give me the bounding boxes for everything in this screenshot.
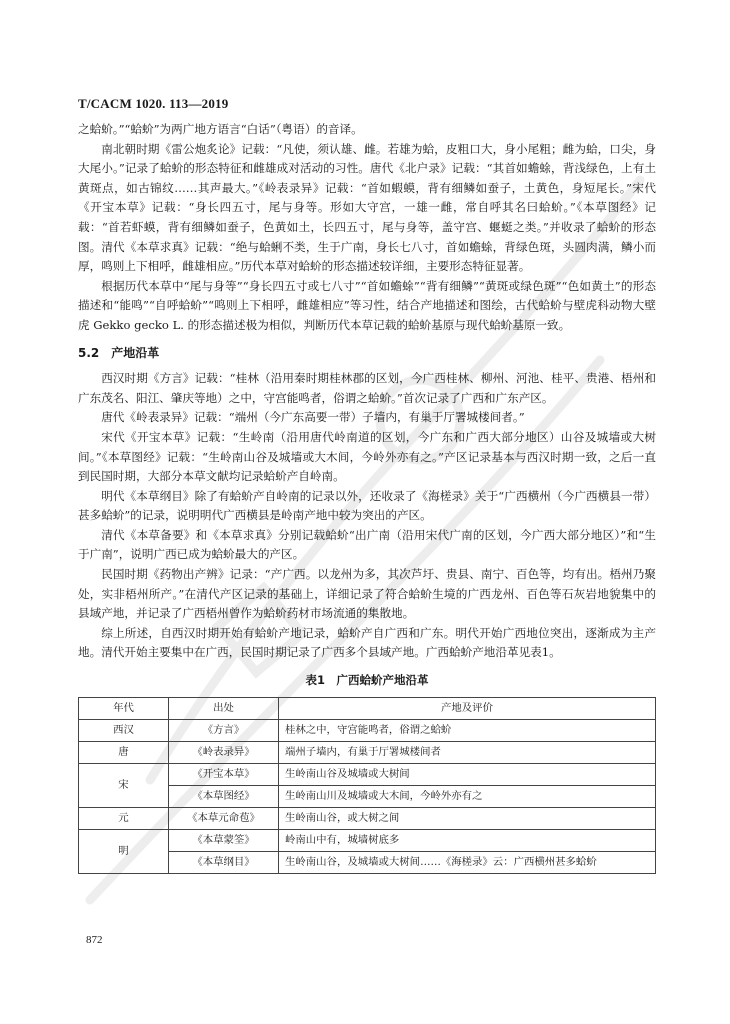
source-cell: 《方言》 bbox=[169, 719, 279, 741]
desc-cell: 生岭南山谷，及城墙或大树间……《海槎录》云：广西横州甚多蛤蚧 bbox=[279, 851, 656, 873]
era-cell: 西汉 bbox=[79, 719, 169, 741]
era-cell: 元 bbox=[79, 807, 169, 829]
paragraph: 清代《本草备要》和《本草求真》分别记载蛤蚧“出广南（沿用宋代广南的区划，今广西大部分地区）”和“生于广南”，说明广西已成为蛤蚧最大的产区。 bbox=[78, 527, 656, 562]
table-caption: 表1 广西蛤蚧产地沿革 bbox=[305, 673, 429, 688]
source-cell: 《本草图经》 bbox=[169, 785, 279, 807]
desc-cell: 生岭南山谷及城墙或大树间 bbox=[279, 763, 656, 785]
paragraph: 宋代《开宝本草》记载：“生岭南（沿用唐代岭南道的区划，今广东和广西大部分地区）山谷及城墙或大树间。”《本草图经》记载：“生岭南山谷及城墙或大木间，今岭外亦有之。”产区记录基本与西汉时期一致，之后一直到民国时期，大部分本草文献均记录蛤蚧产自岭南。 bbox=[78, 429, 656, 484]
paragraph: 唐代《岭表录异》记载：“端州（今广东高要一带）子墙内，有巢于厅署城楼间者。” bbox=[101, 410, 525, 425]
desc-cell: 桂林之中，守宫能鸣者，俗谓之蛤蚧 bbox=[279, 719, 656, 741]
origin-table bbox=[78, 697, 656, 874]
era-cell: 明 bbox=[79, 829, 169, 873]
section-heading: 5.2 产地沿革 bbox=[78, 345, 160, 360]
page-number: 872 bbox=[86, 934, 103, 946]
paragraph: 西汉时期《方言》记载：“桂林（沿用秦时期桂林郡的区划，今广西桂林、柳州、河池、桂平、贵港、梧州和广东茂名、阳江、肇庆等地）之中，守宫能鸣者，俗谓之蛤蚧。”首次记录了广西和广东产区。 bbox=[78, 371, 656, 405]
paragraph: 民国时期《药物出产辨》记录：“产广西。以龙州为多，其次芦圩、贵县、南宁、百色等，均有出。梧州乃聚处，实非梧州所产。”在清代产区记录的基础上，详细记录了符合蛤蚧生境的广西龙州、百色等石灰岩地貌集中的县域产地，并记录了广西梧州曾作为蛤蚧药材市场流通的集散地。 bbox=[78, 567, 656, 621]
table-header-row bbox=[79, 697, 656, 719]
source-cell: 《本草纲目》 bbox=[169, 851, 279, 873]
source-cell: 《开宝本草》 bbox=[169, 763, 279, 785]
era-cell: 宋 bbox=[79, 763, 169, 807]
desc-cell: 端州子墙内，有巢于厅署城楼间者 bbox=[279, 741, 656, 763]
desc-cell: 生岭南山川及城墙或大木间，今岭外亦有之 bbox=[279, 785, 656, 807]
source-cell: 《本草蒙筌》 bbox=[169, 829, 279, 851]
table-row bbox=[79, 719, 656, 741]
table-row bbox=[79, 829, 656, 851]
table-row bbox=[79, 763, 656, 785]
header-era: 年代 bbox=[79, 697, 169, 719]
paragraph: 南北朝时期《雷公炮炙论》记载：“凡使，须认雄、雌。若雄为蛤，皮粗口大，身小尾粗；雌为蛤，口尖，身大尾小。”记录了蛤蚧的形态特征和雌雄成对活动的习性。唐代《北户录》记载：“其首如蟾蜍，背浅绿色，上有土黄斑点，如古锦纹……其声最大。”《岭表录异》记载：“首如蝦蟆，背有细鳞如蚕子，土黄色，身短尾长。”宋代《开宝本草》记载：“身长四五寸，尾与身等。形如大守宫，一雄一雌，常自呼其名曰蛤蚧。”《本草图经》记载：“首若虾蟆，背有细鳞如蚕子，色黄如土，长四五寸，尾与身等，盖守宫、蝘蜓之类。”并收录了蛤蚧的形态图。清代《本草求真》记载：“绝与蛤蜊不类，生于广南，身长七八寸，首如蟾蜍，背绿色斑，头圆肉满，鳞小而厚，鸣则上下相呼，雌雄相应。”历代本草对蛤蚧的形态描述较详细，主要形态特征显著。 bbox=[78, 141, 656, 274]
era-cell: 唐 bbox=[79, 741, 169, 763]
desc-cell: 岭南山中有，城墙树底多 bbox=[279, 829, 656, 851]
desc-cell: 生岭南山谷，或大树之间 bbox=[279, 807, 656, 829]
table-row bbox=[79, 807, 656, 829]
header-source: 出处 bbox=[169, 697, 279, 719]
header-desc: 产地及评价 bbox=[279, 697, 656, 719]
paragraph: 之蛤蚧。”“蛤蚧”为两广地方语言“白话”（粤语）的音译。 bbox=[78, 122, 363, 136]
paragraph: 根据历代本草中“尾与身等”“身长四五寸或七八寸”“首如蟾蜍”“背有细鳞”“黄斑或绿色斑”“色如黄土”的形态描述和“能鸣”“自呼蛤蚧”“鸣则上下相呼，雌雄相应”等习性，结合产地描述和图绘，古代蛤蚧与壁虎科动物大壁虎 Gekko gecko L. 的形态描述极为相似，判断历代本草记载的蛤蚧基原与现代蛤蚧基原一致。 bbox=[78, 278, 656, 332]
source-cell: 《岭表录异》 bbox=[169, 741, 279, 763]
paragraph: 综上所述，自西汉时期开始有蛤蚧产地记录，蛤蚧产自广西和广东。明代开始广西地位突出，逐渐成为主产地。清代开始主要集中在广西，民国时期记录了广西多个县域产地。广西蛤蚧产地沿革见表1。 bbox=[78, 625, 656, 660]
document-code-header: T/CACM 1020. 113—2019 bbox=[78, 96, 229, 111]
table-row bbox=[79, 741, 656, 763]
paragraph: 明代《本草纲目》除了有蛤蚧产自岭南的记录以外，还收录了《海槎录》关于“广西横州（今广西横县一带）甚多蛤蚧”的记录，说明明代广西横县是岭南产地中较为突出的产区。 bbox=[78, 488, 656, 523]
main-content bbox=[78, 120, 656, 874]
source-cell: 《本草元命苞》 bbox=[169, 807, 279, 829]
